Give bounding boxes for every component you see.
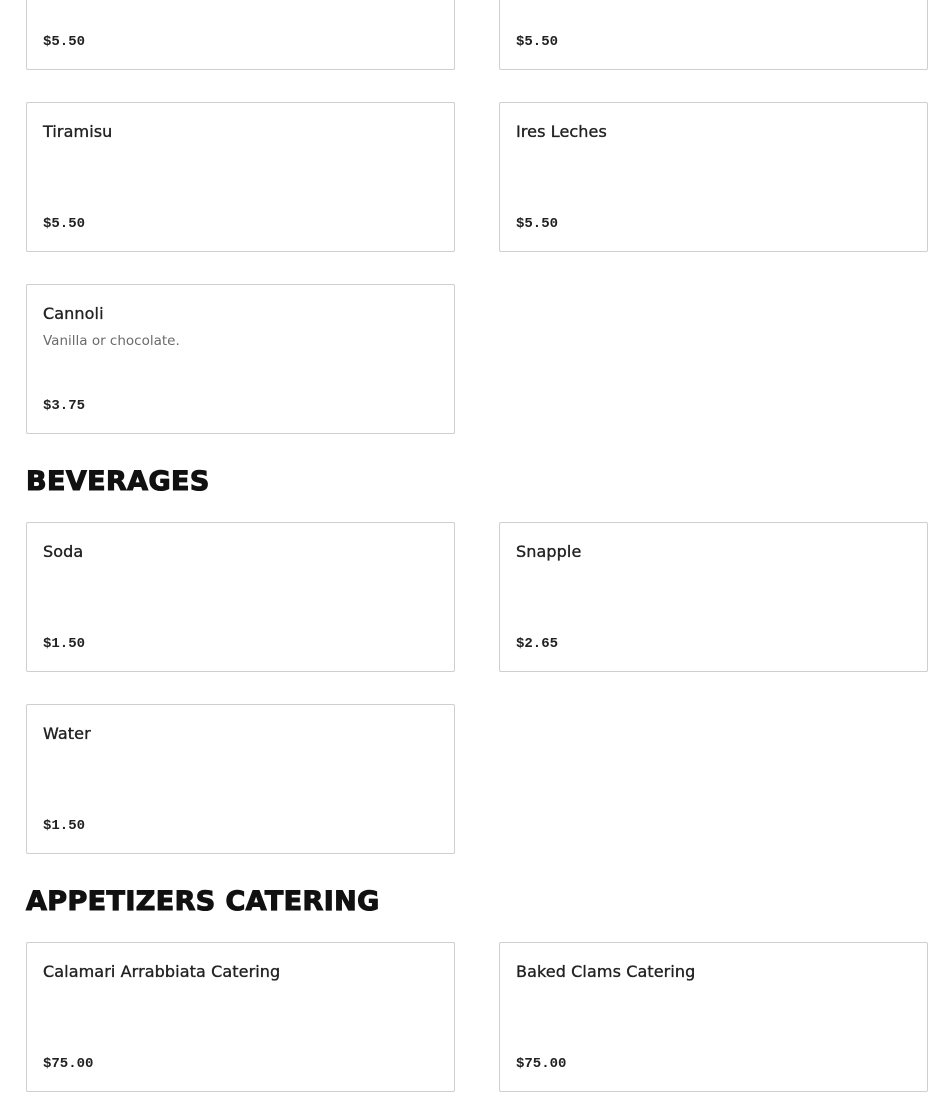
menu-item-price: $5.50 xyxy=(516,34,559,50)
section-title-appetizers-catering: APPETIZERS CATERING xyxy=(26,886,380,917)
menu-item-card-calamari-catering[interactable] xyxy=(26,942,455,1092)
menu-item-price: $1.50 xyxy=(43,636,86,652)
menu-item-name: Tiramisu xyxy=(43,122,113,141)
menu-item-price: $75.00 xyxy=(43,1056,94,1072)
menu-item-name: Calamari Arrabbiata Catering xyxy=(43,962,281,981)
menu-item-name: Soda xyxy=(43,542,84,561)
menu-item-card-snapple[interactable] xyxy=(499,522,928,672)
menu-item-name: Cannoli xyxy=(43,304,104,323)
menu-item-price: $5.50 xyxy=(516,216,559,232)
menu-item-name: Water xyxy=(43,724,91,743)
menu-item-card-tres-leches[interactable] xyxy=(499,102,928,252)
menu-item-name: Baked Clams Catering xyxy=(516,962,696,981)
menu-item-name: Ires Leches xyxy=(516,122,607,141)
menu-item-card-soda[interactable] xyxy=(26,522,455,672)
menu-item-price: $75.00 xyxy=(516,1056,567,1072)
section-title-beverages: BEVERAGES xyxy=(26,466,210,497)
menu-item-card-baked-clams-catering[interactable] xyxy=(499,942,928,1092)
menu-item-description: Vanilla or chocolate. xyxy=(43,333,180,349)
menu-item-price: $3.75 xyxy=(43,398,86,414)
menu-item-card-tiramisu[interactable] xyxy=(26,102,455,252)
menu-item-card-cannoli[interactable] xyxy=(26,284,455,434)
menu-item-card[interactable] xyxy=(499,0,928,70)
menu-item-price: $5.50 xyxy=(43,216,86,232)
menu-item-card-water[interactable] xyxy=(26,704,455,854)
menu-item-price: $1.50 xyxy=(43,818,86,834)
menu-item-card[interactable] xyxy=(26,0,455,70)
menu-item-price: $2.65 xyxy=(516,636,559,652)
menu-item-price: $5.50 xyxy=(43,34,86,50)
menu-item-name: Snapple xyxy=(516,542,582,561)
